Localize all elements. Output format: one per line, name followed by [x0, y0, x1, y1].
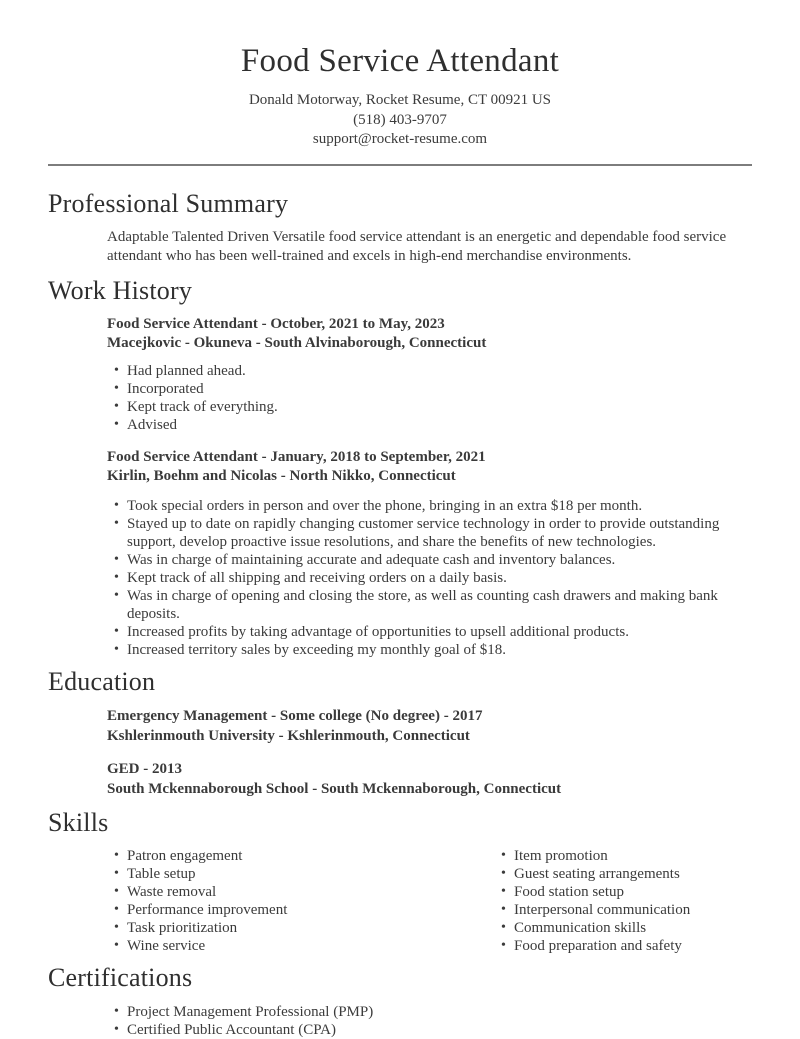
- skill-item: • Guest seating arrangements: [514, 865, 752, 883]
- contact-address: Donald Motorway, Rocket Resume, CT 00921 US: [248, 92, 552, 108]
- job-bullet: • Stayed up to date on rapidly changing customer service technology in order to provide outstanding support, develop proactive issue resolutions, and share the benefits of new technologies.: [127, 515, 727, 551]
- education-degree-line: GED - 2013: [107, 760, 182, 777]
- job-bullet: • Advised: [127, 416, 727, 434]
- job-entry-1: [48, 315, 752, 434]
- section-education: [48, 668, 752, 799]
- skill-item: • Task prioritization: [127, 919, 494, 937]
- header-divider: [48, 164, 752, 166]
- contact-phone: (518) 403-9707: [353, 111, 447, 128]
- skill-item: • Food preparation and safety: [514, 937, 752, 955]
- skill-item: • Performance improvement: [127, 901, 494, 919]
- contact-email: support@rocket-resume.com: [312, 131, 488, 147]
- heading-certifications: Certifications: [48, 962, 193, 992]
- heading-professional-summary: Professional Summary: [48, 188, 289, 218]
- education-school-line: Kshlerinmouth University - Kshlerinmouth, Connecticut: [107, 727, 470, 744]
- education-degree-line: Emergency Management - Some college (No degree) - 2017: [107, 707, 483, 724]
- job-title-line: Food Service Attendant - January, 2018 to September, 2021: [107, 448, 486, 465]
- skills-list-left: [107, 847, 494, 955]
- job-bullet: • Took special orders in person and over the phone, bringing in an extra $18 per month.: [127, 497, 727, 515]
- job-bullet: • Kept track of all shipping and receiving orders on a daily basis.: [127, 569, 727, 587]
- job-bullet: • Increased profits by taking advantage of opportunities to upsell additional products.: [127, 623, 727, 641]
- education-entry-2: [107, 759, 752, 799]
- skill-item: • Waste removal: [127, 883, 494, 901]
- skills-columns: [107, 839, 752, 955]
- page-title: Food Service Attendant: [240, 43, 560, 79]
- job-bullet: • Was in charge of maintaining accurate and adequate cash and inventory balances.: [127, 551, 727, 569]
- skill-item: • Patron engagement: [127, 847, 494, 865]
- heading-skills: Skills: [48, 807, 109, 837]
- heading-education: Education: [48, 666, 156, 696]
- skill-item: • Interpersonal communication: [514, 901, 752, 919]
- skill-item: • Food station setup: [514, 883, 752, 901]
- job-bullet-list: [107, 497, 752, 659]
- skills-list-right: [494, 847, 752, 955]
- section-certifications: [48, 964, 752, 1039]
- job-bullet: • Was in charge of opening and closing the store, as well as counting cash drawers and making bank deposits.: [127, 587, 727, 623]
- certifications-list: [107, 1003, 752, 1039]
- skills-column-right: [494, 839, 752, 955]
- certification-item: • Project Management Professional (PMP): [127, 1003, 727, 1021]
- skill-item: • Item promotion: [514, 847, 752, 865]
- education-school-line: South Mckennaborough School - South Mckennaborough, Connecticut: [107, 780, 562, 797]
- job-entry-2: [48, 448, 752, 659]
- job-bullet-list: [107, 362, 752, 434]
- job-company-line: Macejkovic - Okuneva - South Alvinaborough, Connecticut: [107, 335, 487, 351]
- skill-item: • Table setup: [127, 865, 494, 883]
- job-header: [107, 448, 752, 487]
- job-header: [107, 315, 752, 354]
- section-skills: [48, 809, 752, 955]
- skill-item: • Wine service: [127, 937, 494, 955]
- skills-column-left: [107, 839, 494, 955]
- job-title-line: Food Service Attendant - October, 2021 to May, 2023: [107, 315, 445, 332]
- job-bullet: • Incorporated: [127, 380, 727, 398]
- contact-info: [48, 91, 752, 150]
- skill-item: • Communication skills: [514, 919, 752, 937]
- job-bullet: • Had planned ahead.: [127, 362, 727, 380]
- job-company-line: Kirlin, Boehm and Nicolas - North Nikko, Connecticut: [107, 468, 456, 484]
- job-bullet: • Increased territory sales by exceeding my monthly goal of $18.: [127, 641, 727, 659]
- section-professional-summary: [48, 190, 752, 266]
- heading-work-history: Work History: [48, 275, 193, 305]
- education-entry-1: [107, 706, 752, 746]
- certification-item: • Certified Public Accountant (CPA): [127, 1021, 727, 1039]
- resume-header: [48, 42, 752, 150]
- summary-text: Adaptable Talented Driven Versatile food service attendant is an energetic and dependable food service attendant who has been well-trained and excels in high-end merchandise environments.: [107, 228, 727, 264]
- section-work-history: [48, 277, 752, 659]
- job-bullet: • Kept track of everything.: [127, 398, 727, 416]
